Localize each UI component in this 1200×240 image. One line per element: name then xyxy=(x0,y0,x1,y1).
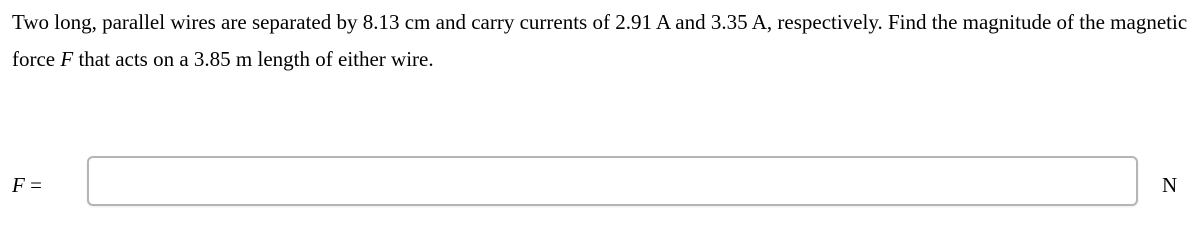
answer-unit: N xyxy=(1162,173,1178,197)
question-force-variable: F xyxy=(60,47,74,71)
answer-label xyxy=(12,173,42,197)
question-text xyxy=(12,4,1192,78)
force-answer-input[interactable] xyxy=(87,156,1138,206)
question-text-part1: Two long, parallel wires are separated by 8.13 cm and carry currents of 2.91 A and 3.35 A, respectively. Find the magnitude of the magnetic force xyxy=(12,10,1188,71)
answer-equals: = xyxy=(24,173,42,197)
question-text-part2: that acts on a 3.85 m length of either wire. xyxy=(73,47,434,71)
answer-row xyxy=(0,155,1200,211)
answer-variable: F xyxy=(12,173,25,197)
